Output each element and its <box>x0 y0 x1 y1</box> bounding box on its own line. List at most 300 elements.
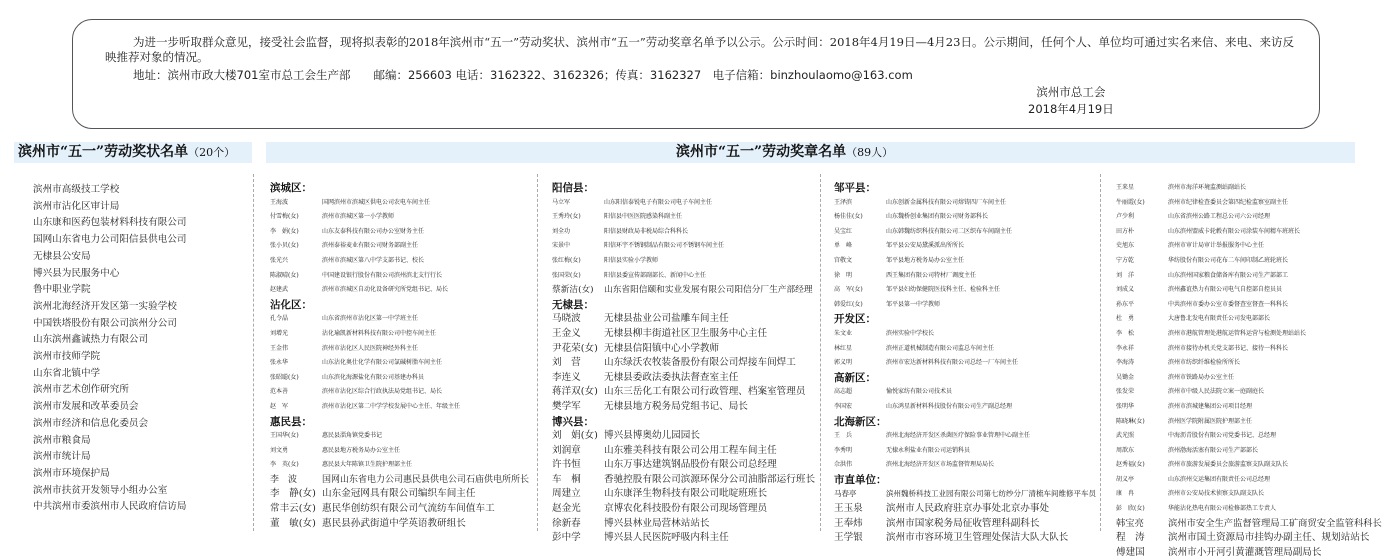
medal-winner-entry <box>270 210 529 225</box>
winner-unit: 无棣县柳丰街道社区卫生服务中心主任 <box>604 327 768 339</box>
medal-winner-entry <box>552 269 815 284</box>
medal-winner-entry <box>270 356 529 371</box>
winner-name: 杜 勇 <box>1116 315 1135 323</box>
medal-winner-entry <box>1116 327 1382 342</box>
winner-name: 韩爱红(女) <box>834 300 863 308</box>
winner-name: 武光照 <box>1116 432 1135 440</box>
winner-unit: 华能沾化热电有限公司检修部热工专责人 <box>1168 505 1277 513</box>
medal-winner-entry <box>834 239 1096 254</box>
winner-name: 徐新春 <box>552 517 581 529</box>
winner-unit: 无棣县盐业公司盐雕车间主任 <box>604 313 729 325</box>
district-heading: 博兴县： <box>552 415 594 428</box>
medal-winner-entry <box>1116 473 1382 488</box>
medal-winner-entry <box>270 429 529 444</box>
medal-winner-entry <box>552 458 815 473</box>
award-unit-item: 山东省北镇中学 <box>33 367 101 379</box>
winner-unit: 山东韩魏纺织科技有限公司二区织布车间副主任 <box>886 227 1013 235</box>
medal-winner-entry <box>834 327 1096 342</box>
medal-winner-entry <box>270 254 529 269</box>
medal-winner-entry <box>270 517 529 532</box>
winner-name: 刘 娟(女) <box>552 430 598 442</box>
winner-unit: 博兴县博奥幼儿园园长 <box>604 430 700 442</box>
winner-unit: 山东创新金属科技有限公司熔铸四厂车间主任 <box>886 198 1007 206</box>
medal-winner-entry <box>1116 312 1382 327</box>
winner-name: 王 兵 <box>834 432 853 440</box>
award-certificate-count: （20个） <box>188 146 236 159</box>
medal-winner-entry <box>1116 415 1382 430</box>
winner-unit: 国网滨州市滨城区供电公司农电车间主任 <box>322 198 431 206</box>
winner-unit: 大唐鲁北发电有限责任公司发电部部长 <box>1168 315 1271 323</box>
public-notice-box <box>72 19 1320 129</box>
column-divider <box>253 174 254 531</box>
medal-winner-entry <box>1116 210 1382 225</box>
award-medal-count: （89人） <box>846 146 894 159</box>
signature-org: 滨州市总工会 <box>1036 85 1106 99</box>
winner-name: 宫敬文 <box>834 256 853 264</box>
winner-name: 孔令晶 <box>270 315 289 323</box>
winner-unit: 滨州市沾化区第二中学学校发展中心主任、年级主任 <box>322 402 461 410</box>
winner-unit: 滨州市小开河引黄灌溉管理局副局长 <box>1168 546 1322 558</box>
winner-name: 刘 营 <box>552 357 581 369</box>
medal-winner-entry <box>834 385 1096 400</box>
winner-unit: 山东省阳信颐和实业发展有限公司阳信分厂生产部经理 <box>604 285 813 296</box>
winner-name: 单 峰 <box>834 242 853 250</box>
medal-winner-entry <box>834 298 1096 313</box>
winner-name: 蒋洋双(女) <box>552 386 598 398</box>
winner-unit: 滨州正道机械制造有限公司监总车间主任 <box>886 344 995 352</box>
medal-winner-entry <box>1116 371 1382 386</box>
medal-winner-entry <box>1116 444 1382 459</box>
winner-unit: 博兴县人民医院呼吸内科主任 <box>604 532 729 544</box>
award-medal-header <box>266 142 1355 163</box>
winner-unit: 无棣永利盐业有限公司运销科员 <box>886 446 971 454</box>
award-unit-item: 无棣县公安局 <box>33 250 91 262</box>
medal-winner-entry <box>834 342 1096 357</box>
notice-signature <box>1028 84 1114 118</box>
winner-name: 蔡新洁(女) <box>552 285 594 296</box>
column-divider <box>820 174 821 531</box>
winner-unit: 山东阳信泰锐电子有限公司电子车间主任 <box>604 198 713 206</box>
winner-unit: 香驰控股有限公司滨源环保分公司油脂部运行班长 <box>604 473 816 485</box>
winner-unit: 西王集团有限公司特材厂调度主任 <box>886 271 977 279</box>
medal-winner-entry <box>552 196 815 211</box>
winner-unit: 阳信县财政局非税局综合科科长 <box>604 227 689 235</box>
medal-winner-entry <box>552 327 815 342</box>
winner-name: 卢少利 <box>1116 213 1135 221</box>
winner-unit: 滨州市宏达新材料科技有限公司总经一厂车间主任 <box>886 359 1019 367</box>
district-heading: 北海新区： <box>834 415 887 428</box>
medal-winner-entry <box>1116 487 1382 502</box>
winner-name: 李 英(女) <box>270 461 299 469</box>
award-unit-item: 滨州市统计局 <box>33 451 91 463</box>
winner-name: 李国宏 <box>834 402 853 410</box>
winner-unit: 滨州实验中学校长 <box>886 329 935 337</box>
winner-name: 王学银 <box>834 532 863 544</box>
winner-unit: 滨州市纪律检查委员会第四纪检监察室副主任 <box>1168 198 1289 206</box>
winner-unit: 邹平县妇幼保健院医技科主任、检验科主任 <box>886 286 1001 294</box>
winner-unit: 滨州市滨城区第八中学支部书记、校长 <box>322 256 425 264</box>
district-heading: 沾化区： <box>270 298 312 311</box>
medal-winner-entry <box>270 225 529 240</box>
medal-winner-entry <box>834 429 1096 444</box>
winner-name: 王泽滨 <box>834 198 853 206</box>
award-unit-item: 中国铁塔股份有限公司滨州分公司 <box>33 317 177 329</box>
winner-name: 李 波 <box>270 474 298 485</box>
medal-winner-entry <box>552 444 815 459</box>
medal-winner-entry <box>834 356 1096 371</box>
medal-winner-entry <box>834 531 1096 546</box>
award-unit-item: 滨州市扶贫开发领导小组办公室 <box>33 484 168 496</box>
medal-winner-entry <box>270 371 529 386</box>
medal-winner-entry <box>1116 531 1382 546</box>
medal-winner-entry <box>834 225 1096 240</box>
district-heading: 滨城区： <box>270 182 312 194</box>
winner-name: 徐 明 <box>834 271 853 279</box>
winner-unit: 山东滨州国家粮食储备库有限公司生产部部工 <box>1168 271 1289 279</box>
winner-name: 马春亭 <box>834 489 857 499</box>
award-unit-item: 中共滨州市委滨州市人民政府信访局 <box>33 501 187 513</box>
winner-unit: 中国建设银行股份有限公司滨州滨北支行行长 <box>322 271 443 279</box>
medal-winner-entry <box>552 356 815 371</box>
medal-winner-entry <box>1116 517 1382 532</box>
winner-name: 郭义明 <box>834 359 853 367</box>
winner-unit: 京博农化科技股份有限公司现场管理员 <box>604 503 768 515</box>
winner-unit: 滨州市海洋环境监测站副站长 <box>1168 184 1247 191</box>
award-certificate-list <box>33 182 187 516</box>
award-unit-item: 滨州市发展和改革委员会 <box>33 401 139 413</box>
district-heading: 市直单位： <box>834 473 887 486</box>
medal-winner-entry <box>834 269 1096 284</box>
winner-name: 李 娟(女) <box>270 227 299 235</box>
winner-name: 张明华 <box>1116 402 1135 410</box>
medal-winner-entry <box>270 487 529 502</box>
medal-winner-entry <box>552 517 815 532</box>
winner-name: 彭 欣(女) <box>1116 505 1145 513</box>
medal-winner-entry <box>1116 181 1382 196</box>
medal-winner-entry <box>1116 458 1382 473</box>
winner-name: 刘全功 <box>552 227 571 235</box>
winner-unit: 邹平县地方税务局办公室主任 <box>886 256 965 264</box>
winner-unit: 滨州市沾化区人民医院神经外科主任 <box>322 344 419 352</box>
medal-winner-entry <box>270 458 529 473</box>
medal-winner-entry <box>270 312 529 327</box>
winner-unit: 滨州市接待办机关党支部书记、接待一科科长 <box>1168 344 1289 352</box>
medal-winner-entry <box>1116 356 1382 371</box>
winner-unit: 山东康泽生物科技有限公司吡啶班班长 <box>604 488 768 500</box>
winner-unit: 山东鸿星新材料科技股份有限公司生产副总经理 <box>886 402 1013 410</box>
winner-name: 王来星 <box>1116 184 1135 191</box>
award-unit-item: 滨州市高级技工学校 <box>33 184 120 195</box>
medal-winner-entry <box>834 458 1096 473</box>
column-divider <box>1100 174 1101 531</box>
medal-winner-entry <box>552 371 815 386</box>
medal-winner-entry <box>552 225 815 240</box>
medal-winner-entry <box>1116 385 1382 400</box>
winner-name: 孙东平 <box>1116 300 1135 308</box>
medal-winner-entry <box>834 283 1096 298</box>
winner-unit: 沾化瑜凯新材料科技有限公司中控车间主任 <box>322 329 437 337</box>
award-unit-item: 滨州市沾化区审计局 <box>33 200 120 212</box>
winner-unit: 滨州市市容环境卫生管理处保洁大队大队长 <box>886 532 1069 544</box>
winner-unit: 滨州泰裕麦业有限公司财务部副主任 <box>322 242 419 250</box>
winner-unit: 山东友泰科技有限公司办公室财务主任 <box>322 227 425 235</box>
winner-name: 高志超 <box>834 388 853 396</box>
medal-winner-entry <box>834 210 1096 225</box>
district-heading: 无棣县： <box>552 298 594 311</box>
medal-winner-entry <box>1116 225 1382 240</box>
medal-winner-entry <box>270 385 529 400</box>
winner-name: 赵建武 <box>270 286 289 294</box>
district-heading: 开发区： <box>834 313 876 326</box>
winner-unit: 山东滨化海源盐化有限公司基建办科员 <box>322 373 425 381</box>
medal-winner-entry <box>834 444 1096 459</box>
winner-name: 马晓波 <box>552 313 581 325</box>
winner-name: 刘增光 <box>270 329 289 337</box>
award-unit-item: 滨州市艺术创作研究所 <box>33 384 129 396</box>
award-unit-item: 鲁中职业学院 <box>33 284 91 296</box>
medal-winner-entry <box>834 254 1096 269</box>
winner-name: 张永华 <box>270 359 289 367</box>
district-heading: 高新区： <box>834 371 876 384</box>
winner-name: 赵秀福(女) <box>1116 461 1145 469</box>
award-unit-item: 滨州市经济和信息化委员会 <box>33 417 149 429</box>
winner-name: 刘 洋 <box>1116 271 1135 279</box>
notice-contact-address: 地址：滨州市政大楼701室市总工会生产部 邮编：256603 电话：3162322、3162326；传真：3162327 电子信箱：binzhoulaomo@163.com <box>133 68 913 82</box>
medal-winner-entry <box>552 239 815 254</box>
winner-name: 彭中学 <box>552 532 581 544</box>
winner-unit: 阳信县实验小学教师 <box>604 256 659 264</box>
winner-name: 王金伟 <box>270 344 289 352</box>
award-unit-item: 山东康和医药包装材料科技有限公司 <box>33 217 187 229</box>
winner-name: 董 敏(女) <box>270 517 316 529</box>
award-unit-item: 山东滨州鑫诚热力有限公司 <box>33 334 149 346</box>
winner-name: 张光兴 <box>270 256 289 264</box>
medal-winner-entry <box>552 312 815 327</box>
winner-unit: 博兴县林业局营林站站长 <box>604 517 710 529</box>
award-unit-item: 滨州北海经济开发区第一实验学校 <box>33 300 177 312</box>
medal-winner-entry <box>1116 269 1382 284</box>
medal-winner-entry <box>1116 342 1382 357</box>
winner-unit: 滨州市铁路局办公室主任 <box>1168 373 1235 381</box>
winner-name: 刘润章 <box>552 444 581 456</box>
winner-unit: 山东魏桥创业集团有限公司财务部科长 <box>886 213 989 221</box>
winner-name: 林红星 <box>834 344 853 352</box>
medal-winner-entry <box>834 502 1096 517</box>
award-certificate-title: 滨州市“五一”劳动奖状名单 <box>18 144 189 160</box>
winner-unit: 滨州市滨城区自动化设备研究所党组书记、局长 <box>322 286 449 294</box>
winner-name: 许书恒 <box>552 459 581 471</box>
medal-winner-entry <box>1116 546 1382 560</box>
winner-unit: 山东金冠网具有限公司编织车间主任 <box>322 488 476 500</box>
winner-name: 王国华(女) <box>270 432 299 440</box>
winner-name: 王玉泉 <box>834 503 863 515</box>
medal-winner-entry <box>834 400 1096 415</box>
winner-unit: 滨州魏桥科技工业园有限公司第七纺纱分厂清梳车间维修平车员 <box>886 489 1096 499</box>
winner-name: 常丰云(女) <box>270 503 316 515</box>
award-unit-item: 博兴县为民服务中心 <box>33 267 120 279</box>
winner-name: 李 静(女) <box>270 488 316 500</box>
winner-unit: 山东省滨州公路工程总公司六公司经理 <box>1168 213 1271 221</box>
winner-unit: 阳信环宇不锈钢制品有限公司不锈钢车间主任 <box>604 242 725 250</box>
medal-winner-entry <box>552 210 815 225</box>
winner-name: 李 松 <box>1116 329 1135 337</box>
medal-winner-entry <box>552 473 815 488</box>
medal-winner-entry <box>270 283 529 298</box>
winner-name: 李连义 <box>552 371 581 383</box>
medal-list-column-2 <box>552 181 815 546</box>
district-heading: 惠民县： <box>270 415 312 428</box>
winner-name: 杨佳佳(女) <box>834 213 863 221</box>
medal-winner-entry <box>552 283 815 298</box>
medal-winner-entry <box>270 269 529 284</box>
winner-unit: 滨州北海经济开发区杀菌医疗保险事业管理中心副主任 <box>886 432 1031 440</box>
winner-unit: 无棣县委政法委执法督查室主任 <box>604 371 739 383</box>
winner-unit: 邹平县第一中学教师 <box>886 300 941 308</box>
winner-name: 张国荣(女) <box>552 271 581 279</box>
winner-name: 康 冉 <box>1116 490 1135 498</box>
winner-name: 张红梅(女) <box>552 256 581 264</box>
medal-winner-entry <box>270 444 529 459</box>
medal-winner-entry <box>834 487 1096 502</box>
winner-unit: 山东滨州交运集团有限责任公司总经理 <box>1168 475 1271 483</box>
winner-unit: 滨州市人民政府驻京办事处北京办事处 <box>886 503 1050 515</box>
district-heading: 邹平县： <box>834 182 876 194</box>
medal-winner-entry <box>270 473 529 488</box>
winner-name: 刘成义 <box>1116 286 1135 294</box>
medal-winner-entry <box>834 196 1096 211</box>
winner-unit: 惠民县大年陈镇卫生院护理部主任 <box>322 461 413 469</box>
winner-unit: 山东三岳化工有限公司行政管理、档案室管理员 <box>604 386 806 398</box>
medal-winner-entry <box>1116 429 1382 444</box>
winner-unit: 滨州渤海活塞有限公司生产部部长 <box>1168 446 1259 454</box>
winner-unit: 惠民县地方税务局办公室主任 <box>322 446 401 454</box>
winner-unit: 惠民县淄角镇党委书记 <box>322 432 383 440</box>
notice-paragraph: 为进一步听取群众意见，接受社会监督，现将拟表彰的2018年滨州市“五一”劳动奖状、滨州市“五一”劳动奖章名单予以公示。公示时间：2018年4月19日—4月23日。公示期间，任何个人、单位均可通过实名来信、来电、来访反映推荐对象的情况。 <box>105 35 1294 64</box>
winner-name: 吴锄金 <box>1116 373 1135 381</box>
award-unit-item: 滨州市技师学院 <box>33 351 101 363</box>
winner-unit: 邹平县公安局黛溪派出所所长 <box>886 242 965 250</box>
medal-winner-entry <box>552 502 815 517</box>
medal-winner-entry <box>552 342 815 357</box>
winner-name: 张发荣 <box>1116 388 1135 396</box>
medal-winner-entry <box>552 531 815 546</box>
winner-unit: 中海沥青股份有限公司党委书记、总经理 <box>1168 432 1277 440</box>
winner-unit: 惠民华创纺织有限公司气流纺车间值车工 <box>322 503 495 515</box>
winner-unit: 滨州市港航管理处港航运管科运营与检测处理站站长 <box>1168 329 1307 337</box>
winner-name: 程 涛 <box>1116 532 1145 544</box>
winner-unit: 滨州市旅游发展委员会旅游监察支队副支队长 <box>1168 461 1289 469</box>
medal-winner-entry <box>1116 400 1382 415</box>
winner-name: 胡义亭 <box>1116 475 1135 483</box>
medal-winner-entry <box>552 487 815 502</box>
winner-unit: 滨州市审计局审计举报服务中心主任 <box>1168 242 1265 250</box>
winner-name: 马立军 <box>552 198 571 206</box>
district-heading: 阳信县： <box>552 182 594 194</box>
medal-winner-entry <box>1116 196 1382 211</box>
winner-unit: 无棣县地方税务局党组书记、局长 <box>604 400 748 412</box>
medal-winner-entry <box>552 254 815 269</box>
winner-name: 赵金光 <box>552 503 581 515</box>
winner-unit: 国网山东省电力公司惠民县供电公司石庙供电所所长 <box>322 474 530 485</box>
medal-winner-entry <box>270 400 529 415</box>
award-certificate-header <box>14 142 252 163</box>
winner-name: 范本善 <box>270 388 289 396</box>
winner-unit: 山东绿沃农牧装备股份有限公司焊接车间焊工 <box>604 357 796 369</box>
winner-unit: 滨州市国家税务局征收管理科副科长 <box>886 517 1040 529</box>
medal-winner-entry <box>1116 254 1382 269</box>
winner-unit: 滨州市纺织纤维检验所所长 <box>1168 359 1241 367</box>
signature-date: 2018年4月19日 <box>1028 102 1114 116</box>
medal-winner-entry <box>552 385 815 400</box>
award-medal-title: 滨州市“五一”劳动奖章名单 <box>676 144 847 160</box>
winner-unit: 华纺股份有限公司花布二车间印制乙班轮班长 <box>1168 256 1289 264</box>
winner-name: 陈晓琳(女) <box>1116 417 1145 425</box>
winner-unit: 中共滨州市委办公室市委督查室督查一科科长 <box>1168 300 1289 308</box>
winner-unit: 滨州北海经济开发区市场监督管理局局长 <box>886 461 995 469</box>
column-divider <box>537 174 538 531</box>
winner-name: 高 军(女) <box>834 286 863 294</box>
winner-unit: 山东雅美科技有限公司公用工程车间主任 <box>604 444 777 456</box>
winner-name: 王金义 <box>552 327 581 339</box>
winner-unit: 山东万事达建筑钢品股份有限公司总经理 <box>604 459 777 471</box>
winner-unit: 滨州鑫谊热力有限公司电气自控部自控员员 <box>1168 286 1283 294</box>
medal-winner-entry <box>270 196 529 211</box>
winner-unit: 阳信县委宣传部副部长、新闻中心主任 <box>604 271 707 279</box>
winner-unit: 惠民县孙武街道中学英语教研组长 <box>322 517 466 529</box>
medal-winner-entry <box>552 400 815 415</box>
winner-name: 王秀玲(女) <box>552 213 581 221</box>
award-unit-item: 滨州市环境保护局 <box>33 467 110 479</box>
winner-name: 王奉炜 <box>834 517 863 529</box>
winner-unit: 滨州市沾化区综合行政执法局党组书记、局长 <box>322 388 443 396</box>
winner-name: 张昭聪(女) <box>270 373 299 381</box>
winner-name: 牛丽霞(女) <box>1116 198 1145 206</box>
award-unit-item: 国网山东省电力公司阳信县供电公司 <box>33 234 187 246</box>
winner-name: 田方朴 <box>1116 227 1135 235</box>
winner-name: 李海涛 <box>1116 359 1135 367</box>
winner-name: 宁方乾 <box>1116 256 1135 264</box>
winner-unit: 滨州市中级人民法院立案一庭副庭长 <box>1168 388 1265 396</box>
winner-name: 樊学军 <box>552 400 581 412</box>
winner-unit: 阳信县中医医院感染科副主任 <box>604 213 683 221</box>
winner-unit: 滨州市滨城区第一小学教师 <box>322 213 395 221</box>
winner-name: 付雪梅(女) <box>270 213 299 221</box>
winner-name: 刘文勇 <box>270 446 289 454</box>
medal-winner-entry <box>270 502 529 517</box>
winner-unit: 滨州市安全生产监督管理局工矿商贸安全监管科科长 <box>1168 517 1382 529</box>
medal-winner-entry <box>1116 239 1382 254</box>
winner-name: 李秀明 <box>834 446 853 454</box>
winner-name: 傅建国 <box>1116 546 1145 558</box>
winner-name: 王海波 <box>270 198 289 206</box>
winner-unit: 滨州市公安局技术侦察支队副支队长 <box>1168 490 1265 498</box>
medal-list-column-1 <box>270 181 529 531</box>
medal-winner-entry <box>834 517 1096 532</box>
winner-name: 周建立 <box>552 488 581 500</box>
medal-winner-entry <box>270 327 529 342</box>
winner-unit: 滨州市滨城建集团公司项目经理 <box>1168 402 1253 410</box>
winner-name: 朱文业 <box>834 329 853 337</box>
medal-winner-entry <box>1116 283 1382 298</box>
winner-unit: 滨州医学院附属医院护理部主任 <box>1168 417 1253 425</box>
winner-unit: 山东沾化奥仕化学有限公司氯碱树脂车间主任 <box>322 359 443 367</box>
award-unit-item: 滨州市粮食局 <box>33 434 91 446</box>
medal-winner-entry <box>552 429 815 444</box>
medal-winner-entry <box>1116 502 1382 517</box>
winner-name: 尹花荣(女) <box>552 342 598 354</box>
winner-unit: 滨州市国土资源局市挂钩办副主任、规划站站长 <box>1168 532 1370 544</box>
winner-name: 张小贝(女) <box>270 242 299 250</box>
